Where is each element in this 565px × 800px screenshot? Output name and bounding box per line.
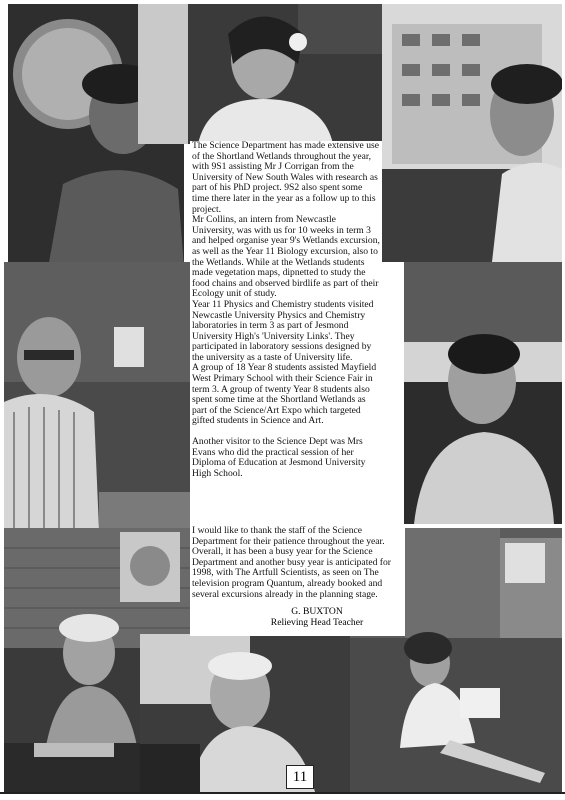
photo-bottom-center-student: [140, 634, 350, 792]
signature-role: Relieving Head Teacher: [270, 617, 364, 628]
signature-name: G. BUXTON: [291, 606, 343, 617]
article-paragraph: The Science Department has made extensive use of the Shortland Wetlands throughout the year, with 9S1 assisting Mr J Corrigan from the University of New South Wales with research as part of his PhD project. 9S2 also spent some time there later in the year as a follow up to this project.: [192, 140, 380, 215]
article-paragraph: A group of 18 Year 8 students assisted Mayfield West Primary School with their Science Fair in term 3. A group of twenty Year 8 students also spent some time at the Shortland Wetlands as part of the Science/Art Expo which targeted gifted students in Science and Art.: [192, 362, 377, 427]
article-paragraph: Year 11 Physics and Chemistry students visited Newcastle University Physics and Chemistry laboratories in term 3 as part of Jesmond University High's 'University Links'. They participated in laboratory sessions designed by the university as a taste of University life.: [192, 298, 374, 363]
article-paragraph: Mr Collins, an intern from Newcastle University, was with us for 10 weeks in term 3 and helped organise year 9's Wetlands excursion, as well as the Year 11 Biology excursion, also to the Wetlands. While at the Wetlands students made vegetation maps, dipnetted to study the food chains and observed birdlife as part of their Ecology unit of study.: [192, 214, 380, 300]
bottom-rule: [0, 792, 565, 794]
photo-top-center-woman: [138, 4, 384, 144]
photo-middle-right-student: [404, 262, 562, 524]
article-paragraph: I would like to thank the staff of the Science Department for their patience throughout the year. Overall, it has been a busy year for the Science Department and another busy year is anticipated for 1998, with The Artfull Scientists, as seen on The television program Quantum, already booked and several excursions already in the planning stage.: [192, 525, 391, 600]
photo-top-right-student: [382, 4, 562, 262]
page-number: 11: [286, 765, 314, 789]
photo-middle-left-teacher: [4, 262, 190, 530]
article-text-box: [190, 141, 382, 529]
signature-block: [258, 606, 376, 628]
article-paragraph: Another visitor to the Science Dept was Mrs Evans who did the practical session of her Diploma of Education at Jesmond University High School.: [192, 436, 366, 479]
